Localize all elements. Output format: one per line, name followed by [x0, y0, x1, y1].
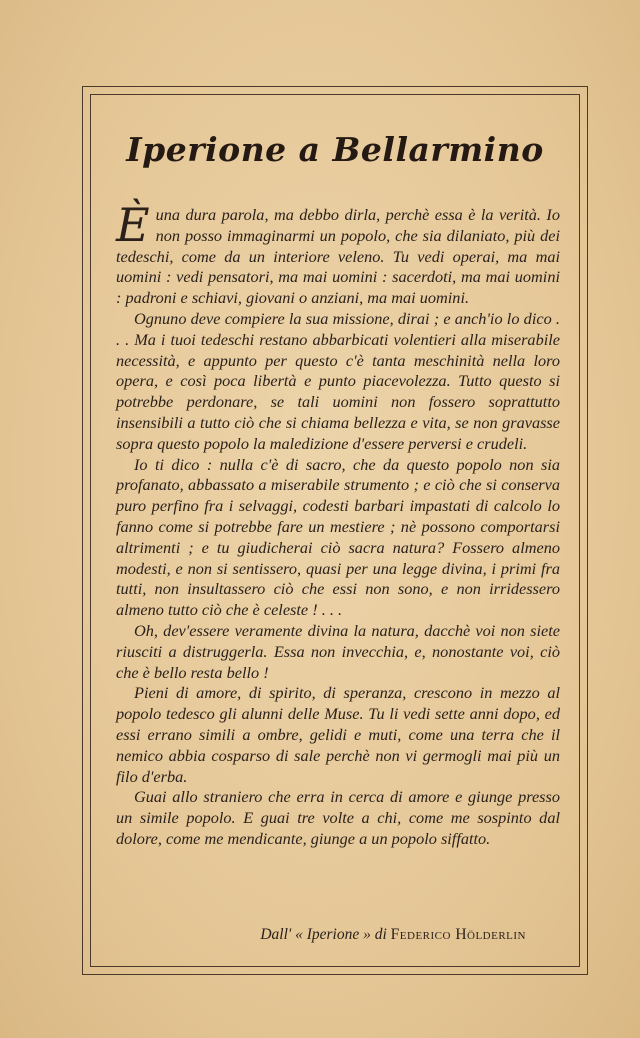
attribution-author: Federico Hölderlin	[390, 926, 526, 943]
attribution	[116, 926, 526, 944]
paragraph-6: Guai allo straniero che erra in cerca di amore e giunge presso un simile popolo. E guai tre volte a chi, come me sospinto dal dolore, come me mendicante, giunge a un popolo siffatto.	[116, 787, 560, 848]
paragraph-2: Ognuno deve compiere la sua missione, dirai ; e anch'io lo dico . . . Ma i tuoi tedeschi restano abbarbicati volentieri alla miserabile necessità, e appunto per questo c'è tanta meschinità nella loro opera, e così poca libertà e punto piacevolezza. Tutto questo si potrebbe perdonare, se tali uomini non fossero soprattutto insensibili a tutto ciò che si chiama bellezza e vita, se non gravasse sopra questo popolo la maledizione d'essere perversi e crudeli.	[116, 308, 560, 453]
body-text	[116, 198, 560, 850]
paragraph-1	[116, 198, 560, 309]
paragraph-1-text: una dura parola, ma debbo dirla, perchè essa è la verità. Io non posso immaginarmi un popolo, che sia dilaniato, più dei tedeschi, come da un interiore veleno. Tu vedi operai, ma mai uomini : vedi pensatori, ma mai uomini : sacerdoti, ma mai uomini : padroni e schiavi, giovani o anziani, ma mai uomini.	[116, 205, 560, 308]
paragraph-3: Io ti dico : nulla c'è di sacro, che da questo popolo non sia profanato, abbassato a miserabile strumento ; e ciò che si conserva puro perfino fra i selvaggi, codesti barbari impastati di calcolo lo fanno come si potrebbe fare un mestiere ; nè possono comportarsi altrimenti ; e tu giudicherai ciò sacra natura? Fossero almeno modesti, e non si sentissero, quasi per una legge divina, i primi fra tutti, non insultassero ciò che essi non sono, e non irridessero almeno tutto ciò che è celeste ! . . .	[116, 454, 560, 620]
page-title: Iperione a Bellarmino	[126, 130, 544, 169]
drop-cap: È	[116, 198, 150, 252]
paragraph-5: Pieni di amore, di spirito, di speranza, crescono in mezzo al popolo tedesco gli alunni delle Muse. Tu li vedi sette anni dopo, ed essi errano simili a ombre, gelidi e muti, come una terra che il nemico abbia cosparso di sale perchè non vi germogli mai più un filo d'erba.	[116, 683, 560, 786]
paragraph-4: Oh, dev'essere veramente divina la natura, dacchè voi non siete riusciti a distruggerla. Essa non invecchia, e, nonostante voi, ciò che è bello resta bello !	[116, 620, 560, 682]
attribution-source: Dall' « Iperione » di	[260, 926, 387, 943]
